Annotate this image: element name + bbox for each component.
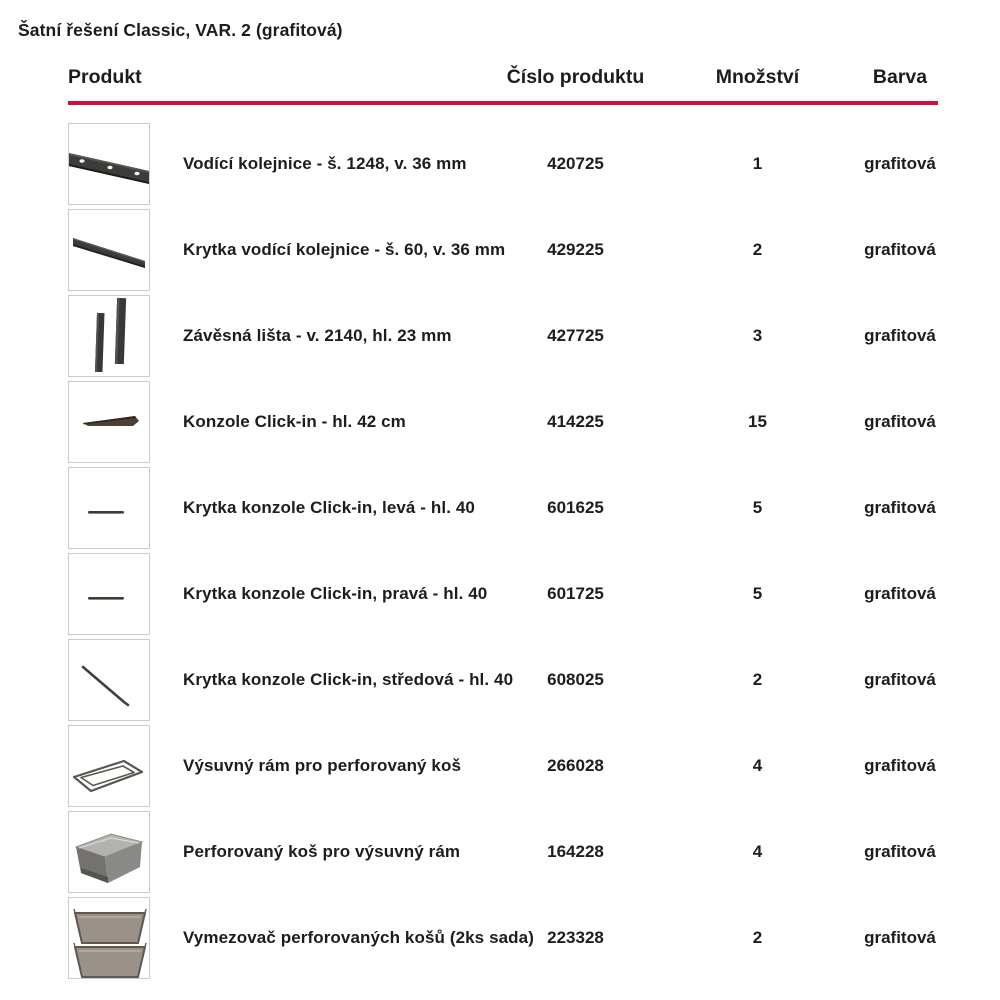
product-name: Závěsná lišta - v. 2140, hl. 23 mm [183, 326, 452, 345]
product-number: 601625 [547, 498, 604, 517]
column-header-mnozstvi: Množství [715, 66, 800, 88]
product-color: grafitová [864, 498, 936, 517]
product-number: 601725 [547, 584, 604, 603]
product-name: Vodící kolejnice - š. 1248, v. 36 mm [183, 154, 467, 173]
product-color: grafitová [864, 240, 936, 259]
product-name: Krytka konzole Click-in, levá - hl. 40 [183, 498, 475, 517]
product-quantity: 3 [752, 326, 763, 345]
product-number: 223328 [547, 928, 604, 947]
product-number: 266028 [547, 756, 604, 775]
product-number: 164228 [547, 842, 604, 861]
product-quantity: 5 [752, 584, 763, 603]
guide-rail-cover-icon [68, 209, 150, 291]
product-quantity: 2 [752, 928, 763, 947]
product-name: Vymezovač perforovaných košů (2ks sada) [183, 928, 534, 947]
product-color: grafitová [864, 670, 936, 689]
product-name: Krytka konzole Click-in, pravá - hl. 40 [183, 584, 488, 603]
basket-dividers-icon [68, 897, 150, 979]
column-header-cislo-produktu: Číslo produktu [506, 66, 645, 88]
table-header [68, 62, 938, 105]
product-color: grafitová [864, 756, 936, 775]
column-header-barva: Barva [872, 66, 928, 88]
hanging-rails-icon [68, 295, 150, 377]
table-row [68, 121, 938, 207]
product-number: 608025 [547, 670, 604, 689]
product-quantity: 5 [752, 498, 763, 517]
product-quantity: 2 [752, 240, 763, 259]
table-body [68, 105, 938, 981]
product-color: grafitová [864, 842, 936, 861]
table-row [68, 809, 938, 895]
perforated-basket-icon [68, 811, 150, 893]
table-row [68, 207, 938, 293]
product-quantity: 4 [752, 842, 763, 861]
product-quantity: 4 [752, 756, 763, 775]
bracket-icon [68, 381, 150, 463]
product-color: grafitová [864, 928, 936, 947]
product-number: 429225 [547, 240, 604, 259]
table-row [68, 293, 938, 379]
product-color: grafitová [864, 326, 936, 345]
page-title: Šatní řešení Classic, VAR. 2 (grafitová) [18, 20, 343, 40]
product-name: Perforovaný koš pro výsuvný rám [183, 842, 461, 861]
product-name: Krytka vodící kolejnice - š. 60, v. 36 mm [183, 240, 506, 259]
product-color: grafitová [864, 584, 936, 603]
product-number: 420725 [547, 154, 604, 173]
table-row [68, 551, 938, 637]
pullout-frame-icon [68, 725, 150, 807]
table-row [68, 637, 938, 723]
product-name: Konzole Click-in - hl. 42 cm [183, 412, 406, 431]
table-row [68, 895, 938, 981]
product-quantity: 15 [748, 412, 767, 431]
product-table [68, 62, 938, 981]
column-header-produkt: Produkt [68, 66, 142, 88]
bracket-cover-right-icon [68, 553, 150, 635]
product-quantity: 1 [752, 154, 763, 173]
product-quantity: 2 [752, 670, 763, 689]
product-name: Krytka konzole Click-in, středová - hl. 40 [183, 670, 514, 689]
product-number: 427725 [547, 326, 604, 345]
table-row [68, 379, 938, 465]
product-number: 414225 [547, 412, 604, 431]
product-name: Výsuvný rám pro perforovaný koš [183, 756, 462, 775]
product-color: grafitová [864, 154, 936, 173]
product-color: grafitová [864, 412, 936, 431]
guide-rail-icon [68, 123, 150, 205]
table-row [68, 723, 938, 809]
bracket-cover-left-icon [68, 467, 150, 549]
table-row [68, 465, 938, 551]
bracket-cover-middle-icon [68, 639, 150, 721]
